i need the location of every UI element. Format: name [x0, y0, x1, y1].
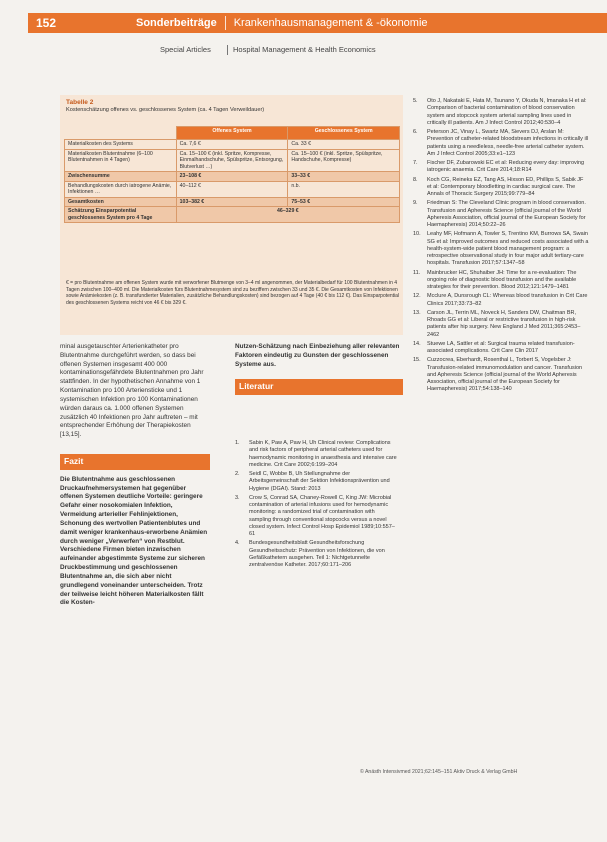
- reference-text: Peterson JC, Vinay L, Swartz MA, Sievers DJ, Arslan M: Prevention of catheter-related bloodstream infections in critically ill patients using a needleless, needle-free arterial catheter system. Am J Infect Control 2005;33:e1–123: [427, 129, 589, 157]
- reference-item: [235, 540, 397, 569]
- middle-column: [235, 343, 403, 400]
- table-cell-geschlossen: Ca. 33 €: [288, 140, 400, 150]
- reference-number: 10.: [413, 231, 421, 238]
- reference-item: [235, 471, 397, 493]
- reference-number: 13.: [413, 309, 421, 316]
- reference-item: [413, 310, 589, 339]
- header-divider: [225, 16, 226, 30]
- reference-item: [413, 270, 589, 292]
- left-column: [60, 343, 210, 608]
- table-row: [65, 207, 400, 223]
- table-cell-label: Schätzung Einsparpotential geschlossenes System pro 4 Tage: [65, 207, 177, 223]
- reference-text: Mcclure A, Dunsrough CL: Whereas blood transfusion in Crit Care Clinics 2017;33:73–82: [427, 293, 588, 307]
- topic-title-en: Hospital Management & Health Economics: [233, 45, 376, 54]
- literature-heading: Literatur: [235, 379, 403, 395]
- reference-item: [235, 440, 397, 469]
- reference-text: Bundesgesundheitsblatt Gesundheitsforschung Gesundheitsschutz: Prävention von Infektionen, die von Gefäßkathetern ausgehen. Teil 1: Nichtgetunnelte zentralvenöse Katheter. 2017;60:171–206: [249, 540, 385, 568]
- section-title-en: Special Articles: [160, 45, 211, 54]
- conclusion-paragraph: Nutzen-Schätzung nach Einbeziehung aller relevanten Faktoren eindeutig zu Gunsten der geschlossenen Systeme aus.: [235, 343, 400, 368]
- table-cell-offen: 40–112 €: [176, 181, 288, 197]
- table-cell-geschlossen: n.b.: [288, 181, 400, 197]
- table-cell-offen: 103–382 €: [176, 197, 288, 207]
- page-header-bar: [28, 13, 607, 33]
- table-row: [65, 172, 400, 182]
- table-header-offen: Offenes System: [176, 127, 288, 140]
- reference-number: 4.: [235, 540, 240, 547]
- reference-number: 11.: [413, 269, 421, 276]
- reference-text: Fischer DF, Zubarowski EC et al: Reducing every day: improving iatrogenic anaemia. Crit Care 2014;18:R14: [427, 160, 585, 174]
- table-row: [65, 181, 400, 197]
- reference-item: [413, 177, 589, 199]
- table-header-row: [65, 127, 400, 140]
- reference-text: Seidl C, Wobbe B, Uh Stellungnahme der Arbeitsgemeinschaft der Sektion Infektionsprävention und Hygiene (DGAI). Stand: 2013: [249, 471, 390, 492]
- table-cell-offen: Ca. 15–100 € (inkl. Spritze, Kompresse, Einmalhandschuhe, Spülspritze, Entsorgung, Blutverlust …): [176, 149, 288, 172]
- table-cell-label: Zwischensumme: [65, 172, 177, 182]
- reference-text: Sabin K, Paw A, Paw H, Uh Clinical review: Complications and risk factors of peripheral arterial catheters used for haemodynamic monitoring in anaesthesia and intensive care medicine. Crit Care 2002;6:199–204: [249, 440, 397, 468]
- reference-number: 8.: [413, 176, 418, 183]
- cost-table: [64, 126, 400, 223]
- reference-text: Leahy MF, Hofmann A, Towler S, Trentino KM, Burrows SA, Swain SG et al: Improved outcomes and reduced costs associated with a health-system-wide patient blood management program: a retrospective observational study in four major adult tertiary-care hospitals. Transfusion 2017;57:1347–58: [427, 231, 589, 267]
- table-cell-offen: 23–108 €: [176, 172, 288, 182]
- table-header-empty: [65, 127, 177, 140]
- reference-number: 14.: [413, 340, 421, 347]
- reference-item: [413, 231, 589, 267]
- reference-item: [413, 160, 589, 175]
- reference-text: Carson JL, Terrin ML, Noveck H, Sanders DW, Chaitman BR, Rhoads GG et al: Liberal or restrictive transfusion in high-risk patients after hip surgery. New England J Med 2011;365:2453–2462: [427, 309, 581, 338]
- reference-text: Stuewe LA, Sattler et al: Surgical trauma related transfusion-associated complications. Crit Care Clin 2017: [427, 340, 575, 354]
- reference-number: 2.: [235, 471, 240, 477]
- reference-item: [413, 129, 589, 158]
- reference-text: Mainbrucker HC, Shuhaiber JH: Time for a re-evaluation: The ongoing role of diagnostic blood transfusion and the available strategies for their prevention. Blood 2012;121:1479–1481: [427, 269, 577, 290]
- reference-item: [413, 341, 589, 356]
- fazit-heading: Fazit: [60, 454, 210, 470]
- reference-text: Koch CG, Reineks EZ, Tang AS, Hixson ED, Phillips S, Sabik JF et al: Contemporary bloodletting in cardiac surgical care. The Annals of Thoracic Surgery 2015;99:779–84: [427, 176, 584, 197]
- table-cell-label: Gesamtkosten: [65, 197, 177, 207]
- reference-text: Crow S, Conrad SA, Chaney-Rowell C, King JW: Microbial contamination of arterial infusions used for hemodynamic monitoring: a randomized trial of contamination with sampling through conventional stopcocks versus a novel closed system. Infect Control Hosp Epidemiol 1989;10:557–61: [249, 494, 395, 537]
- table-cell-label: Materialkosten Blutentnahme (6–100 Blutentnahmen in 4 Tagen): [65, 149, 177, 172]
- reference-number: 6.: [413, 129, 418, 135]
- reference-number: 9.: [413, 200, 418, 207]
- reference-text: Friedman S: The Cleveland Clinic program in blood conservation. Transfusion and Apheresis Science (official journal of the World Apheresis Association, official journal of the European Society for Haemapheresis) 2014;50:22–26: [427, 200, 586, 228]
- reference-number: 1.: [235, 440, 240, 446]
- section-title: Sonderbeiträge: [136, 17, 217, 29]
- table-cell-geschlossen: 33–33 €: [288, 172, 400, 182]
- reference-number: 5.: [413, 98, 418, 104]
- table-cell-savings: 46–329 €: [176, 207, 399, 223]
- table-row: [65, 197, 400, 207]
- reference-item: [413, 293, 589, 308]
- reference-number: 7.: [413, 160, 418, 166]
- reference-number: 3.: [235, 494, 240, 501]
- table-cell-offen: Ca. 7,6 €: [176, 140, 288, 150]
- copyright-footer: © Anästh Intensivmed 2021;62:145–151 Aktiv Druck & Verlag GmbH: [360, 769, 518, 775]
- reference-item: [235, 495, 397, 539]
- table-subtitle: Kostenschätzung offenes vs. geschlossenes System (ca. 4 Tagen Verweildauer): [66, 107, 265, 113]
- body-paragraph: minal ausgetauschter Arterienkatheter pro Blutentnahme durchgeführt werden, so dass bei offenen Systemen insgesamt 400 000 kontaminationsgefährdete Blutentnahmen pro Jahr stattfinden. In der hypothetischen Annahme von 1 Kontamination pro 100 Arteriensticke und 1 systemischen Infektion pro 100 Kontaminationen würden daraus ca. 1.000 offenen Systemen zusätzlich 40 Infektionen pro Jahr auftreten – mit entsprechender Erhöhung der Therapiekosten [13,15].: [60, 343, 204, 439]
- subheader-divider: [227, 45, 228, 55]
- table-cell-geschlossen: Ca. 15–100 € (inkl. Spritze, Spülspritze, Handschuhe, Kompresse): [288, 149, 400, 172]
- reference-item: [413, 98, 589, 127]
- table-row: [65, 149, 400, 172]
- table-caption: Tabelle 2: [66, 99, 94, 106]
- reference-number: 15.: [413, 357, 421, 364]
- reference-text: Oto J, Nakataki E, Hata M, Tsunano Y, Okuda N, Imanaka H et al: Comparison of bacterial contamination of blood conservation system and stopcock system arterial sampling lines used in critically ill patients. Am J Infect Control 2012;40:530–4: [427, 98, 587, 126]
- table-row: [65, 140, 400, 150]
- table-note: € = pro Blutentnahme am offenen System wurde mit verworfener Blutmenge von 3–4 ml angenommen, der Materialbedarf für 100 Blutentnahmen in 4 Tagen zwischen 100–400 ml. Die Materialkosten fürs Blutentnahmesystem sind zu beziffern zwischen 33 und 35 €. Die Gesamtkosten von Infektionen sowie Anämiekosten (z. B. transfundierter Materialien, zusätzliche Behandlungskosten) sind bezogen auf 4 Tage (40 € bis 112 €). Das Einsparpotential des geschlossenen Systems reicht von 46 € bis 329 €.: [66, 280, 400, 306]
- reference-number: 12.: [413, 293, 421, 300]
- reference-list-right: [413, 98, 589, 396]
- table-cell-label: Materialkosten des Systems: [65, 140, 177, 150]
- page-number: 152: [36, 16, 57, 30]
- reference-text: Cuzzocrea, Eberhardt, Rosenthal L, Torbert S, Vogelsber J: Transfusion-related immunomodulation and cancer. Transfusion and Apheresis Science (official journal of the World Apheresis Association, official journal of the European Society for Haemapheresis) 2017;54:138–140: [427, 357, 583, 393]
- reference-item: [413, 200, 589, 229]
- topic-title: Krankenhausmanagement & -ökonomie: [233, 17, 428, 29]
- fazit-paragraph: Die Blutentnahme aus geschlossenen Druckaufnehmersystemen hat gegenüber offenen Systemen deutliche Vorteile: geringere Gefahr einer nosokomialen Infektion, Vermeidung arterieller Fehlinjektionen, Schonung des wertvollen Patientenblutes und damit weniger krankenhaus-erworbene Anämien durch weniger „Verwerfen“ von Restblut. Verschiedene Firmen bieten inzwischen aufeinander abgestimmte Systeme zur sicheren Druckbestimmung und geschlossenen Blutentnahme an, die sich aber nicht grundlegend voneinander unterscheiden. Trotz der teilweise leicht höheren Materialkosten fällt die Kosten-: [60, 475, 208, 607]
- reference-list-middle: [235, 440, 397, 571]
- reference-item: [413, 357, 589, 393]
- table-cell-label: Behandlungskosten durch iatrogene Anämie, Infektionen …: [65, 181, 177, 197]
- table-header-geschlossen: Geschlossenes System: [288, 127, 400, 140]
- table-cell-geschlossen: 75–53 €: [288, 197, 400, 207]
